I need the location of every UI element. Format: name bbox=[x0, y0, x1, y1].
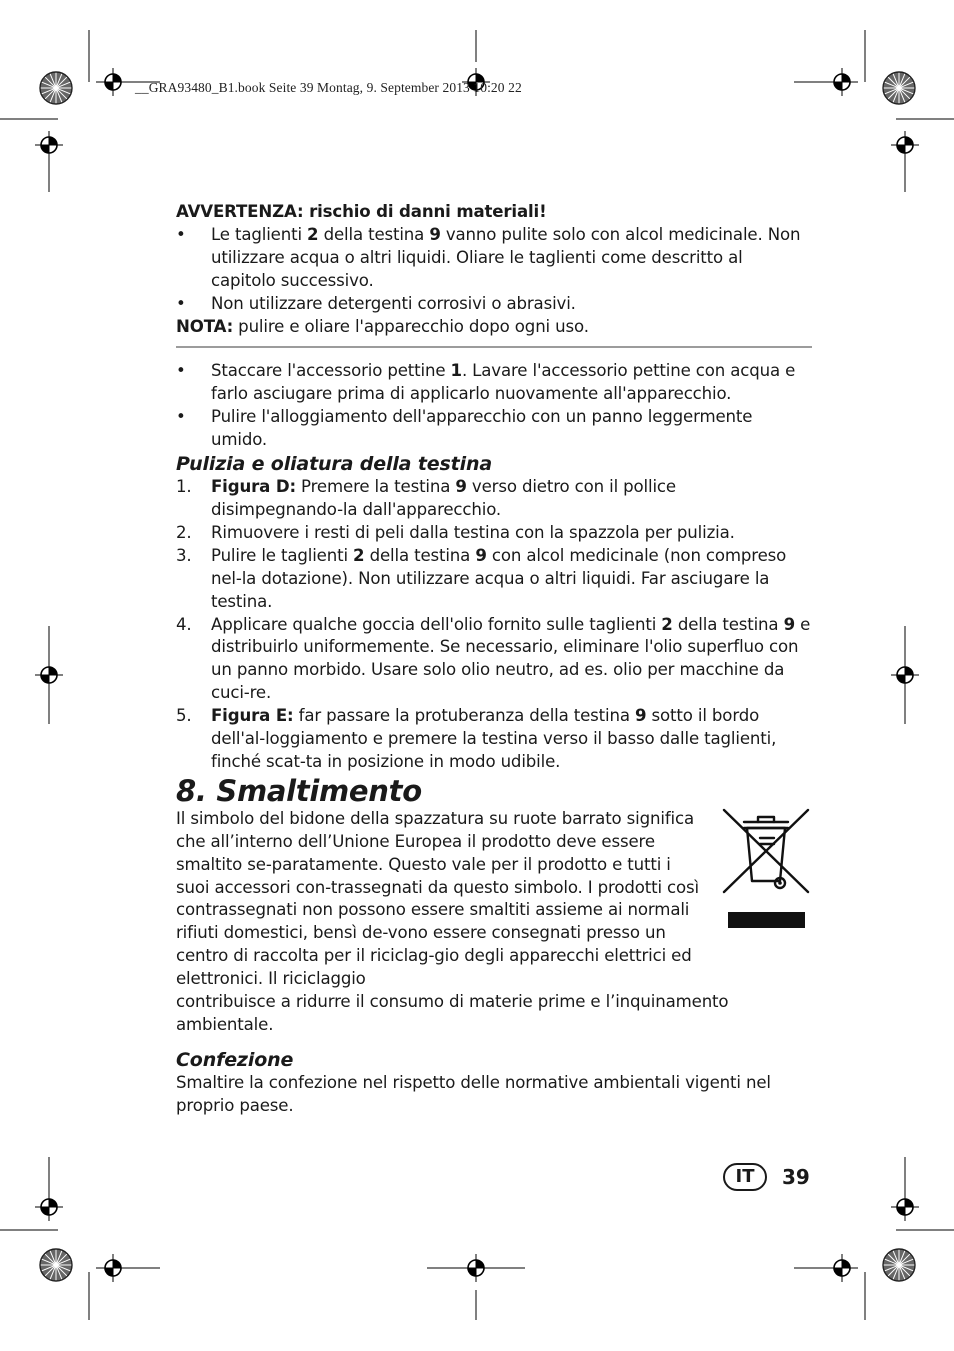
cleaning-item: • Staccare l'accessorio pettine 1. Lavare l'accessorio pettine con acqua e farlo asciugare prima di applicarlo nuovamente all'apparecchio. bbox=[176, 361, 796, 404]
step-item: 3. Pulire le taglienti 2 della testina 9 con alcol medicinale (non compreso nel-la dotazione). Non utilizzare acqua o altri liquidi. Far asciugare la testina. bbox=[176, 545, 787, 611]
divider bbox=[176, 346, 812, 348]
warning-item: • Non utilizzare detergenti corrosivi o abrasivi. bbox=[176, 293, 576, 313]
step-item: 5. Figura E: far passare la protuberanza della testina 9 sotto il bordo dell'al-loggiamento e premere la testina verso il basso dalle taglienti, finché scat-ta in posizione in modo udibile. bbox=[176, 706, 777, 771]
section-subheading: Pulizia e oliatura della testina bbox=[176, 453, 492, 476]
section-subheading: Confezione bbox=[176, 1048, 294, 1071]
page-content bbox=[176, 201, 812, 1118]
step-item: 4. Applicare qualche goccia dell'olio fornito sulle taglienti 2 della testina 9 e distribuirlo uniformemente. Se necessario, eliminare l'olio superfluo con un panno morbido. Usare solo olio neutro, ad es. olio per macchine da cuci-re. bbox=[176, 614, 811, 703]
note-label: NOTA: bbox=[176, 316, 234, 336]
print-header: __GRA93480_B1.book Seite 39 Montag, 9. September 2013 10:20 22 bbox=[135, 80, 522, 95]
disposal-block bbox=[176, 808, 812, 991]
cleaning-item: • Pulire l'alloggiamento dell'apparecchio con un panno leggermente umido. bbox=[176, 407, 753, 450]
step-item: 2. Rimuovere i resti di peli dalla testina con la spazzola per pulizia. bbox=[176, 522, 735, 542]
note-text: pulire e oliare l'apparecchio dopo ogni uso. bbox=[233, 316, 589, 336]
crossed-out-wheelie-bin-icon bbox=[720, 804, 812, 929]
step-item: 1. Figura D: Premere la testina 9 verso dietro con il pollice disimpegnando-la dall'apparecchio. bbox=[176, 477, 676, 519]
warning-item: • Le taglienti 2 della testina 9 vanno pulite solo con alcol medicinale. Non utilizzare acqua o altri liquidi. Oliare le taglienti come descritto al capitolo successivo. bbox=[176, 224, 801, 290]
language-badge: IT bbox=[723, 1163, 767, 1191]
disposal-text-continued: contribuisce a ridurre il consumo di materie prime e l’inquinamento ambientale. bbox=[176, 992, 729, 1034]
chapter-heading: 8. Smaltimento bbox=[176, 773, 422, 808]
packaging-text: Smaltire la confezione nel rispetto delle normative ambientali vigenti nel proprio paese. bbox=[176, 1072, 771, 1115]
note bbox=[176, 316, 812, 339]
warning-title: AVVERTENZA: rischio di danni materiali! bbox=[176, 202, 547, 221]
disposal-text: Il simbolo del bidone della spazzatura su ruote barrato significa che all’interno dell’Unione Europea il prodotto deve essere smaltito se-paratamente. Questo vale per il prodotto e tutti i suoi accessori con-trassegnati da questo simbolo. I prodotti così contrassegnati non possono essere smaltiti assieme ai normali rifiuti domestici, bensì de-vono essere consegnati presso un centro di raccolta per il riciclag-gio degli apparecchi elettrici ed elettronici. Il riciclaggio bbox=[176, 808, 699, 989]
page-number: 39 bbox=[782, 1165, 810, 1189]
